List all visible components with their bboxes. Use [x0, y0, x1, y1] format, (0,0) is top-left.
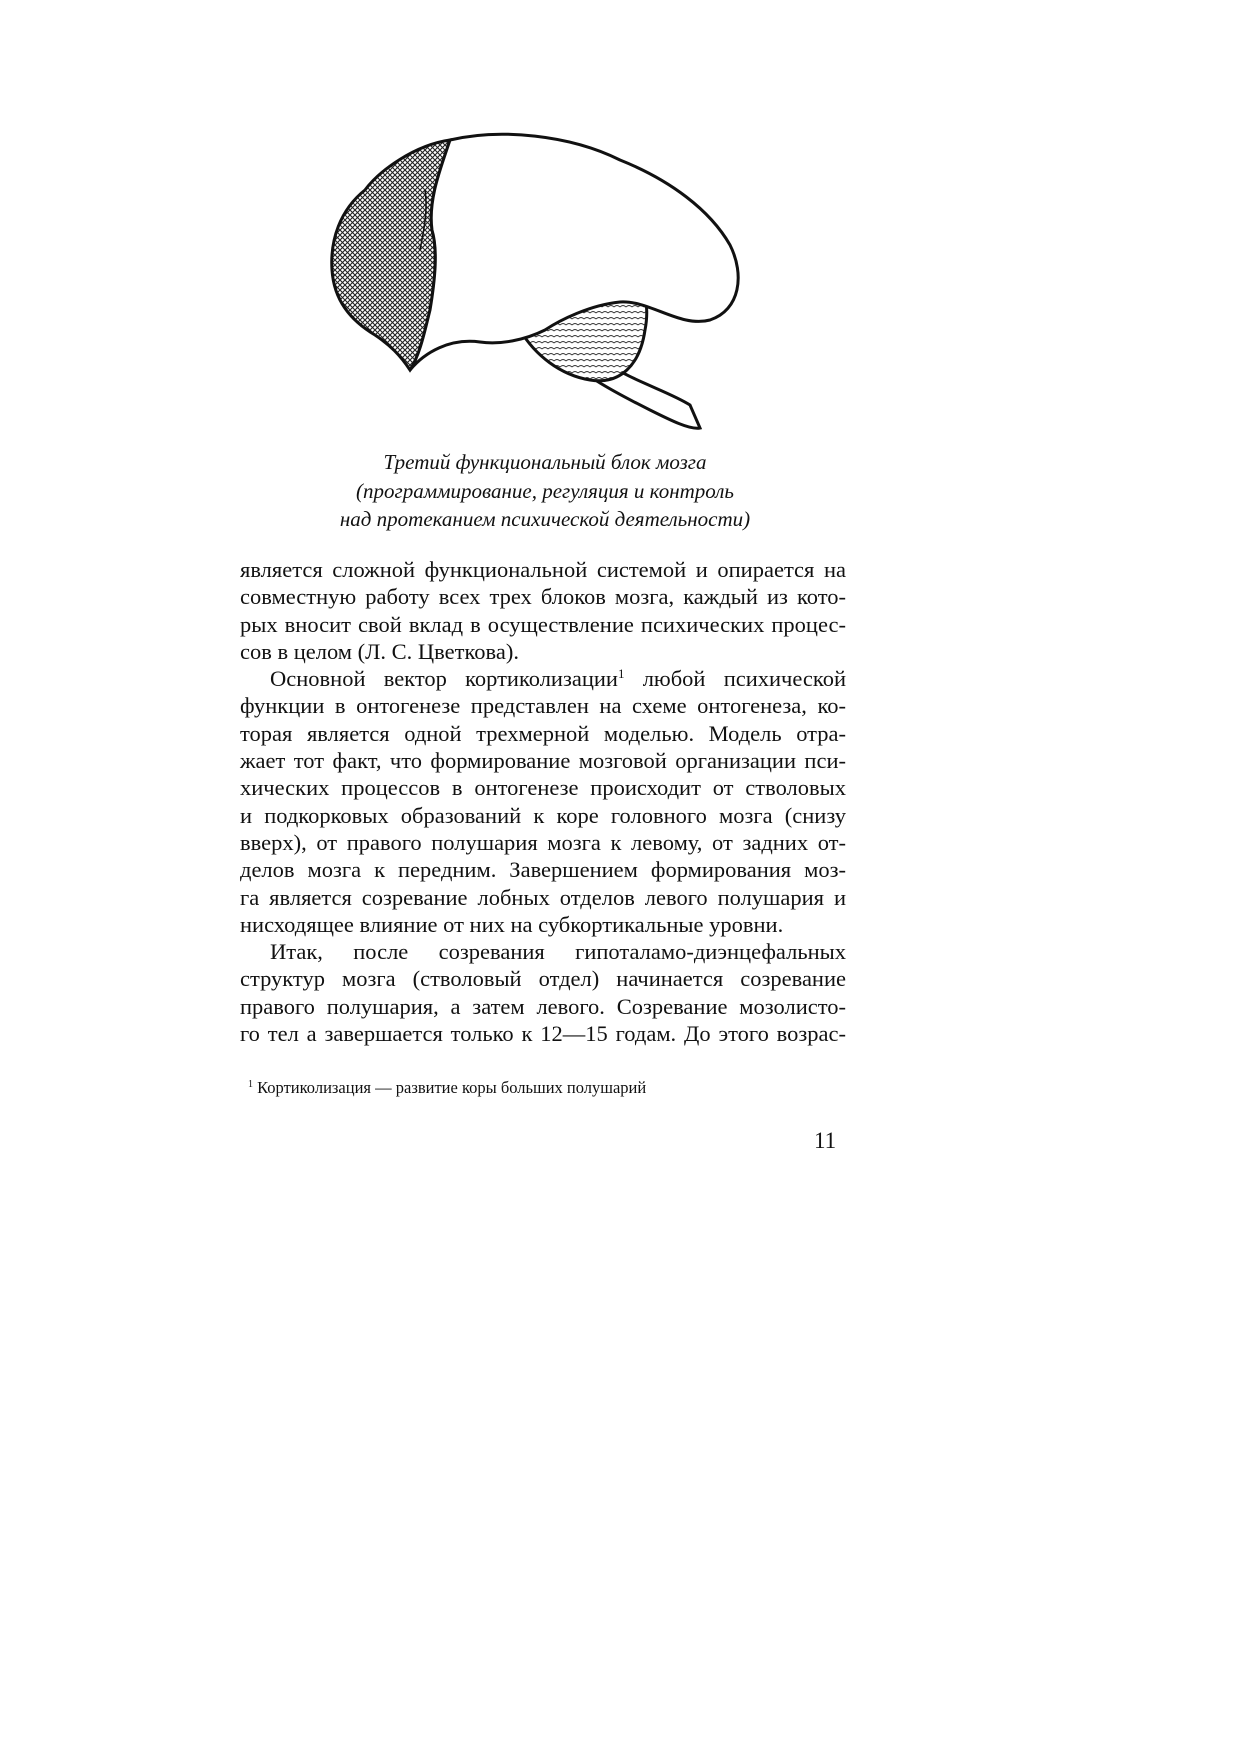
text-line: го тел а завершается только к 12—15 годам. До этого возрас- [240, 1021, 846, 1047]
text-line: функции в онтогенезе представлен на схеме онтогенеза, ко- [240, 693, 846, 719]
text-line: структур мозга (стволовый отдел) начинается созревание [240, 966, 846, 992]
footnote-ref: 1 [617, 666, 625, 682]
text-line: рых вносит свой вклад в осуществление психических процес- [240, 611, 846, 637]
text-line: хических процессов в онтогенезе происходит от стволовых [240, 775, 846, 801]
text-line: нисходящее влияние от них на субкортикальные уровни. [240, 911, 784, 937]
text-span: Основной вектор кортиколизации [270, 666, 618, 692]
page-number: 11 [814, 1128, 837, 1153]
text-line: Итак, после созревания гипоталамо-диэнцефальных [270, 939, 846, 965]
text-span: любой психической [624, 666, 846, 692]
text-line: сов в целом (Л. С. Цветкова). [240, 638, 519, 664]
brain-diagram-icon [320, 130, 760, 440]
text-line: торая является одной трехмерной моделью. Модель отра- [240, 720, 846, 746]
brain-figure [320, 130, 760, 440]
text-line: делов мозга к передним. Завершением формирования моз- [240, 857, 846, 883]
body-text [240, 556, 846, 1047]
text-line: жает тот факт, что формирование мозговой организации пси- [240, 748, 846, 774]
caption-line: (программирование, регуляция и контроль [356, 478, 734, 503]
caption-line: Третий функциональный блок мозга [383, 450, 707, 474]
text-line: совместную работу всех трех блоков мозга, каждый из кото- [240, 584, 846, 610]
text-line: вверх), от правого полушария мозга к левому, от задних от- [240, 829, 846, 855]
text-line: является сложной функциональной системой и опирается на [240, 557, 846, 582]
footnote-mark: 1 [248, 1079, 253, 1090]
caption-line: над протеканием психической деятельности) [339, 507, 751, 531]
figure-caption [240, 448, 850, 534]
text-line [240, 665, 846, 692]
footnote [248, 1078, 646, 1098]
text-line: и подкорковых образований к коре головного мозга (снизу [240, 802, 846, 828]
text-line: правого полушария, а затем левого. Созревание мозолисто- [240, 993, 846, 1019]
footnote-text: Кортиколизация — развитие коры больших полушарий [253, 1078, 647, 1097]
text-line: га является созревание лобных отделов левого полушария и [240, 884, 846, 910]
